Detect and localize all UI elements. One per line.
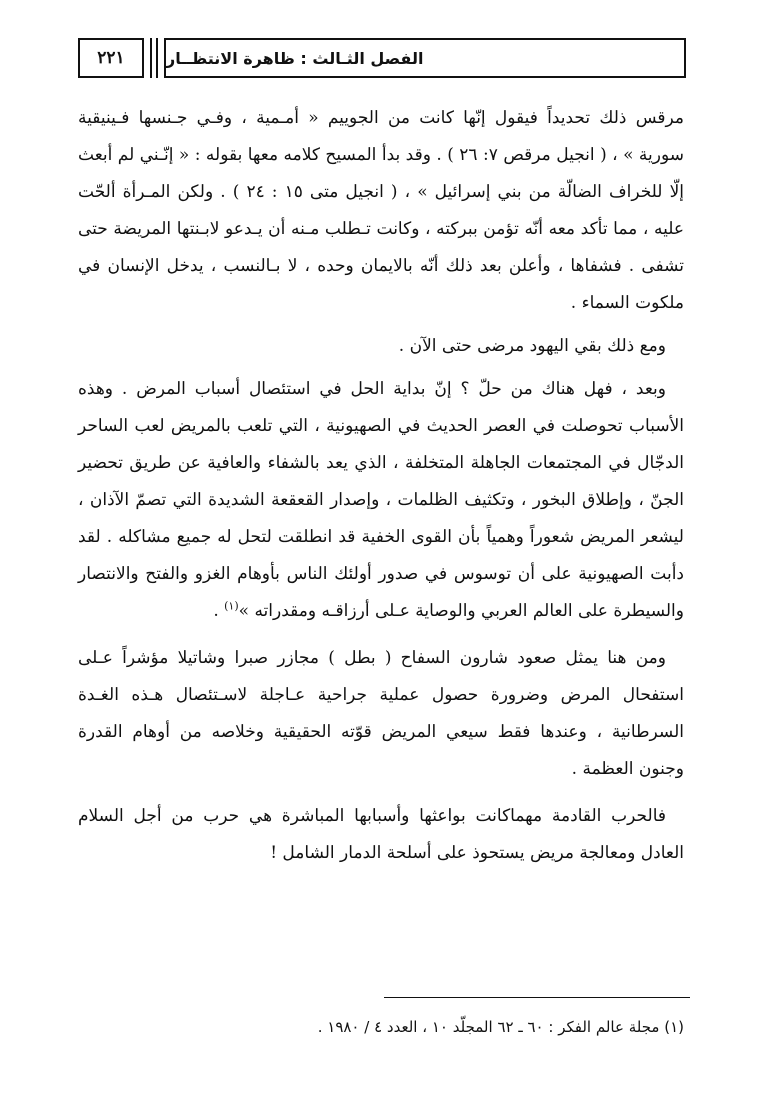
page-header <box>78 38 686 82</box>
footnote-number: (١) <box>664 1018 684 1036</box>
footnote-reference[interactable]: (١) <box>224 599 239 613</box>
paragraph-2: ومع ذلك بقي اليهود مرضى حتى الآن . <box>398 336 666 356</box>
body-text <box>78 100 684 872</box>
paragraph-1: مرقس ذلك تحديداً فيقول إنّها كانت من الجوييم « أمـمية ، وفـي جـنسها فـينيقية سورية » ، ( انجيل مرقص ٧: ٢٦ ) . وقد بدأ المسيح كلامه معها بقوله : « إنّـني لم أبعث إلّا للخراف الضالّة من بني إسرائيل » ، ( انجيل متى ١٥ : ٢٤ ) . ولكن المـرأة ألحّت عليه ، مما تأكد معه أنّه تؤمن ببركته ، وكانت تـطلب مـنه أن يـدعو لابـنتها المريضة حتى تشفى . فشفاها ، وأعلن بعد ذلك أنّه بالايمان وحده ، لا بـالنسب ، يدخل الإنسان في ملكوت السماء . <box>78 108 684 313</box>
page-number: ٢٢١ <box>78 38 144 78</box>
paragraph-3-text: وبعد ، فهل هناك من حلّ ؟ إنّ بداية الحل في استئصال أسباب المرض . وهذه الأسباب تحوصلت في العصر الحديث في الصهيونية ، التي تلعب بالمريض لعب الساحر الدجّال في المجتمعات الجاهلة المتخلفة ، الذي يعد بالشفاء والعافية عن طريق تحضير الجنّ ، وإطلاق البخور ، وتكثيف الظلمات ، وإصدار القعقعة الشديدة التي تصمّ الآذان ، ليشعر المريض شعوراً وهمياً بأن القوى الخفية قد انطلقت لتحل له جميع مشاكله . لقد دأبت الصهيونية على أن توسوس في صدور أولئك الناس بأوهام الغزو والفتح والانتصار والسيطرة على العالم العربي والوصاية عـلى أرزاقـه ومقدراته » <box>78 379 684 621</box>
chapter-title: الفصل الثـالث : ظاهرة الانتظــار <box>164 38 686 78</box>
header-divider <box>144 38 164 78</box>
paragraph-5: فالحرب القادمة مهماكانت بواعثها وأسبابها المباشرة هي حرب من أجل السلام العادل ومعالجة مريض يستحوذ على أسلحة الدمار الشامل ! <box>78 806 684 863</box>
footnote <box>78 1015 684 1039</box>
paragraph-3 <box>78 371 684 630</box>
paragraph-4: ومن هنا يمثل صعود شارون السفاح ( بطل ) مجازر صبرا وشاتيلا مؤشراً عـلى استفحال المرض وضرورة حصول عملية جراحية عـاجلة لاسـتئصال هـذه الغـدة السرطانية ، وعندها فقط سيعي المريض قوّته الحقيقية وخلاصه من أوهام القدرة وجنون العظمة . <box>78 648 684 779</box>
footnote-divider <box>384 997 690 998</box>
footnote-text: مجلة عالم الفكر : ٦٠ ـ ٦٢ المجلّد ١٠ ، العدد ٤ / ١٩٨٠ . <box>317 1018 660 1036</box>
paragraph-3-tail: . <box>213 601 225 621</box>
